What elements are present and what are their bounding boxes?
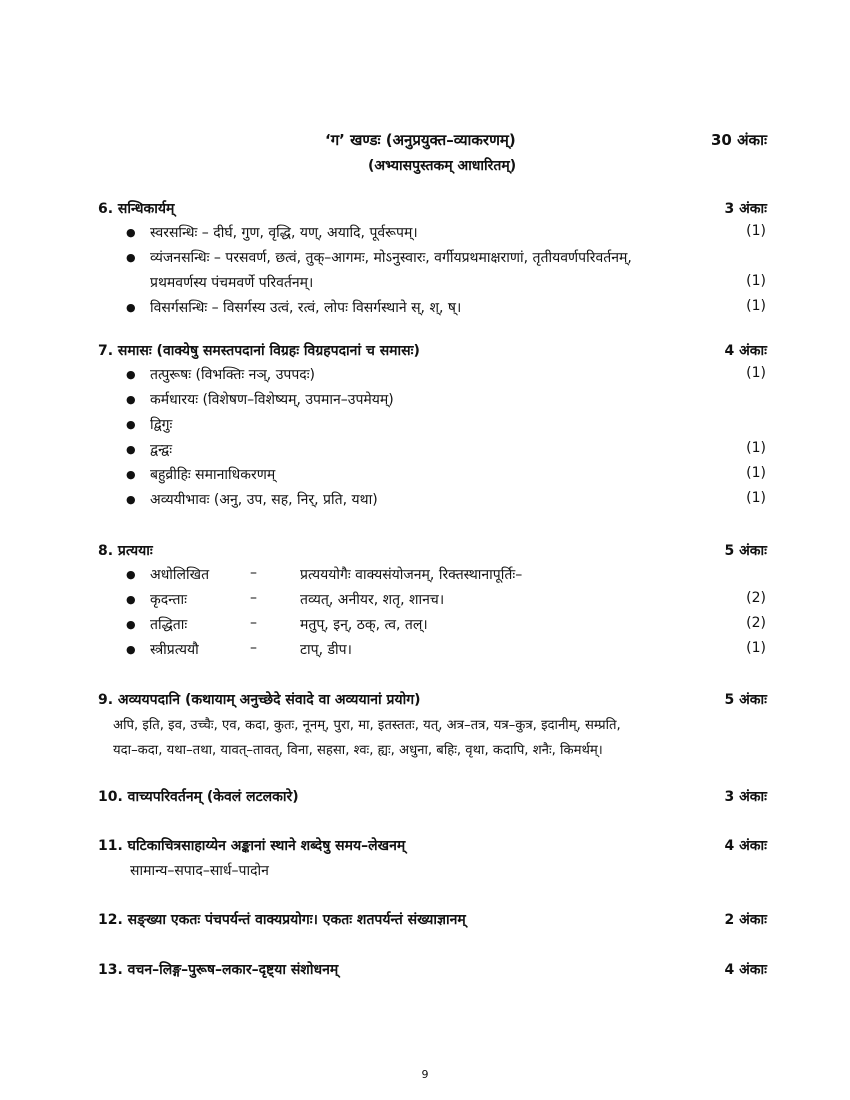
marks-7: 4 अंकाः: [724, 343, 767, 359]
heading-11: 11. घटिकाचित्रसाहाय्येन अङ्कानां स्थाने शब्देषु समय–लेखनम्: [98, 838, 406, 854]
suffix-list: मतुप्, इन्, ठक्, त्व, तल्।: [300, 617, 428, 633]
bullet: ●: [126, 368, 136, 381]
section-marks: 30 अंकाः: [711, 131, 767, 149]
suffix-list: टाप्, डीप।: [300, 642, 352, 658]
list-item: व्यंजनसन्धिः – परसवर्ण, छत्वं, तुक्–आगमः, मोऽनुस्वारः, वर्गीयप्रथमाक्षराणां, तृतीयवर्णपरिवर्तनम्,: [150, 250, 632, 266]
dash: –: [250, 615, 257, 631]
list-item: विसर्गसन्धिः – विसर्गस्य उत्वं, रत्वं, लोपः विसर्गस्थाने स्, श्, ष्।: [150, 300, 462, 316]
item-marks: (1): [746, 298, 766, 314]
bullet: ●: [126, 468, 136, 481]
list-item-continued: प्रथमवर्णस्य पंचमवर्णे परिवर्तनम्।: [150, 275, 314, 291]
section-title: ‘ग’ खण्डः (अनुप्रयुक्त–व्याकरणम्): [325, 131, 516, 149]
suffix-label: तद्धिताः: [150, 617, 188, 633]
list-item: तत्पुरूषः (विभक्तिः नञ्, उपपदः): [150, 367, 316, 383]
list-item: स्वरसन्धिः – दीर्घ, गुण, वृद्धि, यण्, अयादि, पूर्वरूपम्।: [150, 225, 418, 241]
suffix-list: प्रत्यययोगैः वाक्यसंयोजनम्, रिक्तस्थानापूर्तिः–: [300, 567, 523, 583]
list-item: द्विगुः: [150, 417, 173, 433]
suffix-list: तव्यत्, अनीयर, शतृ, शानच।: [300, 592, 445, 608]
bullet: ●: [126, 301, 136, 314]
suffix-label: अधोलिखित: [150, 567, 210, 583]
heading-10: 10. वाच्यपरिवर्तनम् (केवलं लटलकारे): [98, 789, 299, 805]
indeclinables-line-1: अपि, इति, इव, उच्चैः, एव, कदा, कुतः, नूनम्, पुरा, मा, इतस्ततः, यत्, अत्र–तत्र, यत्र–कुत्र, इदानीम्, सम्प्रति,: [113, 718, 621, 733]
bullet: ●: [126, 443, 136, 456]
page-number: 9: [421, 1068, 429, 1081]
marks-11: 4 अंकाः: [724, 838, 767, 854]
bullet: ●: [126, 493, 136, 506]
item-marks: (2): [746, 590, 766, 606]
heading-7: 7. समासः (वाक्येषु समस्तपदानां विग्रहः विग्रहपदानां च समासः): [98, 343, 420, 359]
bullet: ●: [126, 618, 136, 631]
indeclinables-line-2: यदा–कदा, यथा–तथा, यावत्–तावत्, विना, सहसा, श्वः, ह्यः, अधुना, बहिः, वृथा, कदापि, शनैः, किमर्थम्।: [113, 743, 603, 758]
heading-8: 8. प्रत्ययाः: [98, 543, 153, 559]
bullet: ●: [126, 593, 136, 606]
heading-12: 12. सङ्ख्या एकतः पंचपर्यन्तं वाक्यप्रयोगः। एकतः शतपर्यन्तं संख्याज्ञानम्: [98, 912, 466, 928]
suffix-label: कृदन्ताः: [150, 592, 187, 608]
bullet: ●: [126, 226, 136, 239]
dash: –: [250, 590, 257, 606]
suffix-label: स्त्रीप्रत्ययौ: [150, 642, 199, 658]
bullet: ●: [126, 643, 136, 656]
marks-12: 2 अंकाः: [724, 912, 767, 928]
list-item: द्वन्द्वः: [150, 442, 173, 458]
heading-6: 6. सन्धिकार्यम्: [98, 201, 175, 217]
bullet: ●: [126, 418, 136, 431]
item-marks: (1): [746, 273, 766, 289]
time-terms: सामान्य–सपाद–सार्ध–पादोन: [130, 863, 269, 879]
marks-13: 4 अंकाः: [724, 962, 767, 978]
list-item: बहुव्रीहिः समानाधिकरणम्: [150, 467, 276, 483]
item-marks: (1): [746, 440, 766, 456]
list-item: कर्मधारयः (विशेषण–विशेष्यम्, उपमान–उपमेयम्): [150, 392, 394, 408]
dash: –: [250, 640, 257, 656]
marks-10: 3 अंकाः: [724, 789, 767, 805]
item-marks: (1): [746, 640, 766, 656]
bullet: ●: [126, 251, 136, 264]
marks-8: 5 अंकाः: [724, 543, 767, 559]
marks-9: 5 अंकाः: [724, 692, 767, 708]
marks-6: 3 अंकाः: [724, 201, 767, 217]
heading-13: 13. वचन–लिङ्ग–पुरूष–लकार–दृष्ट्या संशोधनम्: [98, 962, 339, 978]
item-marks: (2): [746, 615, 766, 631]
item-marks: (1): [746, 465, 766, 481]
bullet: ●: [126, 393, 136, 406]
item-marks: (1): [746, 223, 766, 239]
item-marks: (1): [746, 490, 766, 506]
bullet: ●: [126, 568, 136, 581]
heading-9: 9. अव्ययपदानि (कथायाम् अनुच्छेदे संवादे वा अव्ययानां प्रयोग): [98, 692, 421, 708]
item-marks: (1): [746, 365, 766, 381]
list-item: अव्ययीभावः (अनु, उप, सह, निर्, प्रति, यथा): [150, 492, 378, 508]
section-subtitle: (अभ्यासपुस्तकम् आधारितम्): [368, 158, 517, 174]
dash: –: [250, 565, 257, 581]
